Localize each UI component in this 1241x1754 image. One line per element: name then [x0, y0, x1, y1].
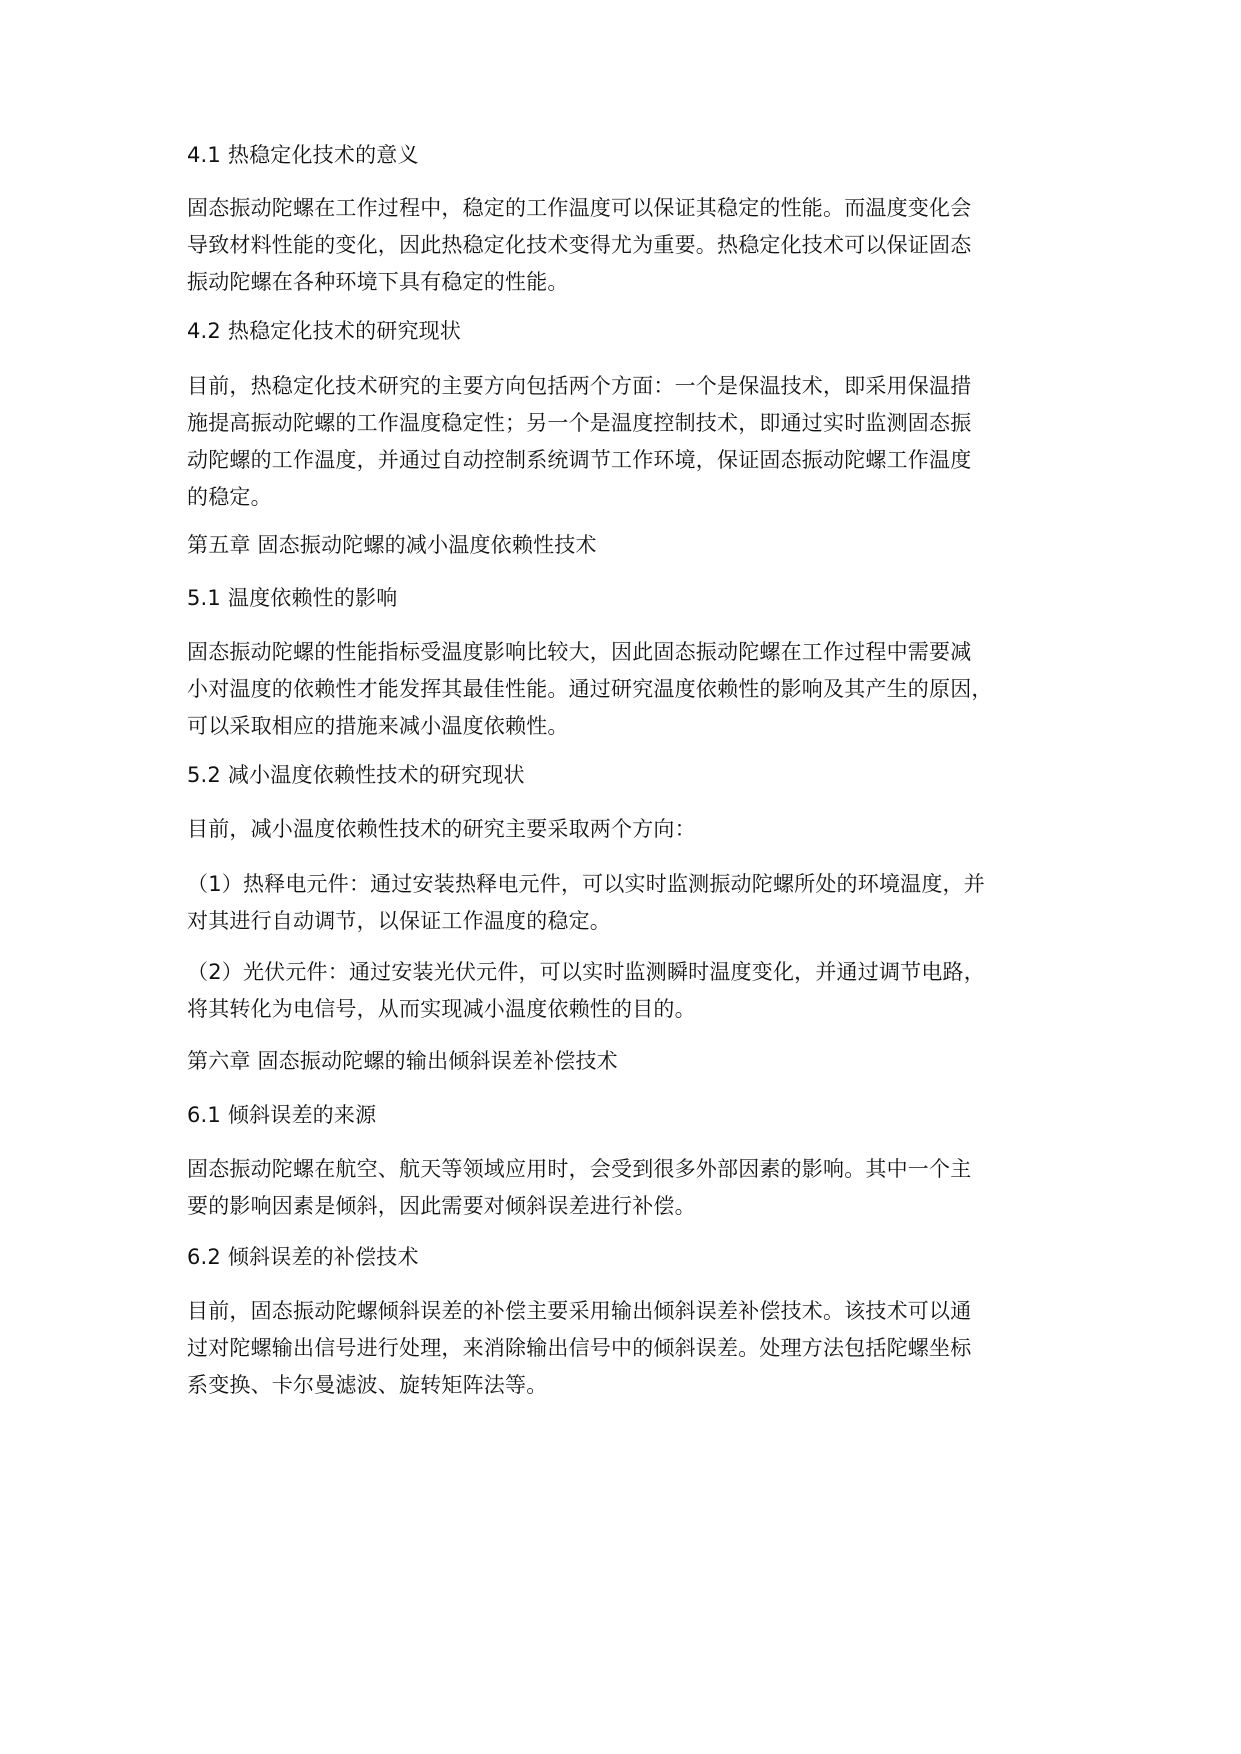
paragraph-line: 目前，减小温度依赖性技术的研究主要采取两个方向： — [187, 817, 696, 841]
paragraph-4-2 — [187, 368, 1087, 516]
list-item-2 — [187, 954, 1087, 1028]
paragraph-5-1 — [187, 634, 1087, 745]
paragraph-line: 施提高振动陀螺的工作温度稳定性；另一个是温度控制技术，即通过实时监测固态振 — [187, 411, 972, 435]
paragraph-line: 可以采取相应的措施来减小温度依赖性。 — [187, 714, 569, 738]
paragraph-line: 振动陀螺在各种环境下具有稳定的性能。 — [187, 270, 569, 294]
paragraph-line: 目前，固态振动陀螺倾斜误差的补偿主要采用输出倾斜误差补偿技术。该技术可以通 — [187, 1299, 972, 1323]
section-heading-6-1: 6.1 倾斜误差的来源 — [187, 1103, 377, 1127]
paragraph-line: 过对陀螺输出信号进行处理，来消除输出信号中的倾斜误差。处理方法包括陀螺坐标 — [187, 1336, 972, 1360]
paragraph-line: 导致材料性能的变化，因此热稳定化技术变得尤为重要。热稳定化技术可以保证固态 — [187, 233, 972, 257]
paragraph-line: 固态振动陀螺在航空、航天等领域应用时，会受到很多外部因素的影响。其中一个主 — [187, 1157, 972, 1181]
list-item-1 — [187, 866, 1087, 940]
paragraph-line: 目前，热稳定化技术研究的主要方向包括两个方面：一个是保温技术，即采用保温措 — [187, 374, 972, 398]
paragraph-line: 小对温度的依赖性才能发挥其最佳性能。通过研究温度依赖性的影响及其产生的原因， — [187, 677, 993, 701]
paragraph-line: 固态振动陀螺在工作过程中，稳定的工作温度可以保证其稳定的性能。而温度变化会 — [187, 196, 972, 220]
paragraph-line: （2）光伏元件：通过安装光伏元件，可以实时监测瞬时温度变化，并通过调节电路， — [187, 960, 985, 984]
paragraph-line: （1）热释电元件：通过安装热释电元件，可以实时监测振动陀螺所处的环境温度，并 — [187, 872, 985, 896]
paragraph-6-2 — [187, 1293, 1087, 1404]
section-heading-4-1: 4.1 热稳定化技术的意义 — [187, 143, 419, 167]
paragraph-6-1 — [187, 1151, 1087, 1225]
paragraph-line: 将其转化为电信号，从而实现减小温度依赖性的目的。 — [187, 997, 696, 1021]
paragraph-4-1 — [187, 190, 1087, 301]
section-heading-6-2: 6.2 倾斜误差的补偿技术 — [187, 1245, 419, 1269]
chapter-heading-6: 第六章 固态振动陀螺的输出倾斜误差补偿技术 — [187, 1049, 618, 1073]
paragraph-line: 系变换、卡尔曼滤波、旋转矩阵法等。 — [187, 1373, 548, 1397]
section-heading-5-1: 5.1 温度依赖性的影响 — [187, 586, 398, 610]
section-heading-4-2: 4.2 热稳定化技术的研究现状 — [187, 319, 462, 343]
paragraph-line: 对其进行自动调节，以保证工作温度的稳定。 — [187, 909, 611, 933]
paragraph-line: 动陀螺的工作温度，并通过自动控制系统调节工作环境，保证固态振动陀螺工作温度 — [187, 448, 972, 472]
paragraph-5-2-intro — [187, 811, 1087, 848]
paragraph-line: 的稳定。 — [187, 485, 272, 509]
chapter-heading-5: 第五章 固态振动陀螺的减小温度依赖性技术 — [187, 533, 597, 557]
paragraph-line: 要的影响因素是倾斜，因此需要对倾斜误差进行补偿。 — [187, 1194, 696, 1218]
section-heading-5-2: 5.2 减小温度依赖性技术的研究现状 — [187, 763, 525, 787]
paragraph-line: 固态振动陀螺的性能指标受温度影响比较大，因此固态振动陀螺在工作过程中需要减 — [187, 640, 972, 664]
